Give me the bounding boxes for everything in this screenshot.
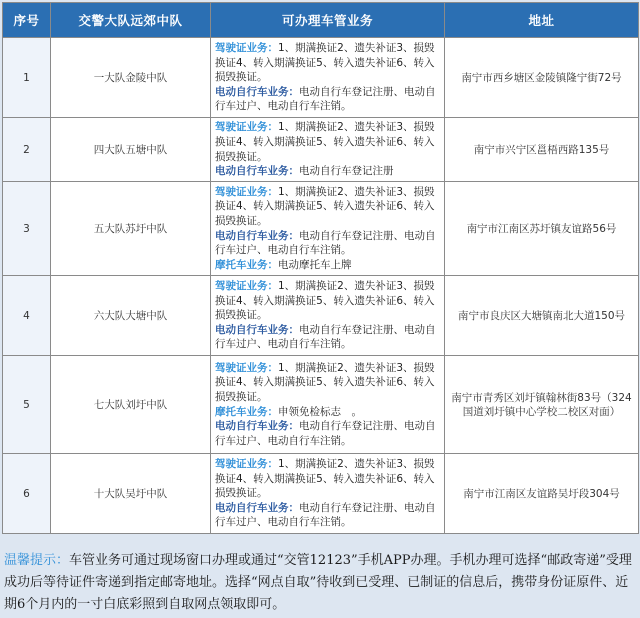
address: 南宁市青秀区刘圩镇翰林街83号（324国道刘圩镇中心学校二校区对面） <box>445 356 639 454</box>
service-entry <box>215 361 440 405</box>
service-text: 1、期满换证2、遗失补证3、损毁换证4、转入期满换证5、转入遗失补证6、转入损毁换证。 <box>215 280 435 322</box>
service-label: 驾驶证业务： <box>215 280 278 293</box>
services-cell <box>211 118 445 182</box>
table-row <box>3 182 639 276</box>
header-services: 可办理车管业务 <box>211 3 445 38</box>
squadron-name: 十大队吴圩中队 <box>51 454 211 534</box>
service-entry <box>215 419 440 448</box>
squadron-name: 七大队刘圩中队 <box>51 356 211 454</box>
service-label: 电动自行车业务： <box>215 323 299 336</box>
service-entry <box>215 41 440 85</box>
tip-text: 车管业务可通过现场窗口办理或通过“交管12123”手机APP办理。手机办理可选择“邮政寄递”受理成功后等待证件寄递到指定邮寄地址。选择“网点自取”待收到已受理、已制证的信息后，携带身份证原件、近期6个月内的一寸白底彩照到自取网点领取即可。 <box>4 553 632 612</box>
service-label: 电动自行车业务： <box>215 165 299 178</box>
squadron-name: 四大队五塘中队 <box>51 118 211 182</box>
service-entry <box>215 405 440 420</box>
tip-box <box>2 546 638 616</box>
service-label: 驾驶证业务： <box>215 121 278 134</box>
address: 南宁市江南区友谊路吴圩段304号 <box>445 454 639 534</box>
services-cell <box>211 454 445 534</box>
service-label: 摩托车业务： <box>215 405 278 418</box>
service-text: 电动自行车登记注册、电动自行车过户、电动自行车注销。 <box>215 501 436 529</box>
service-text: 1、期满换证2、遗失补证3、损毁换证4、转入期满换证5、转入遗失补证6、转入损毁换证。 <box>215 121 435 163</box>
table-row <box>3 454 639 534</box>
row-number: 1 <box>3 38 51 118</box>
row-number: 2 <box>3 118 51 182</box>
row-number: 3 <box>3 182 51 276</box>
service-text: 1、期满换证2、遗失补证3、损毁换证4、转入期满换证5、转入遗失补证6、转入损毁换证。 <box>215 42 435 84</box>
service-text: 电动摩托车上牌 <box>278 258 352 271</box>
service-label: 电动自行车业务： <box>215 229 299 242</box>
header-number: 序号 <box>3 3 51 38</box>
service-label: 驾驶证业务： <box>215 185 278 198</box>
service-entry <box>215 501 440 530</box>
header-address: 地址 <box>445 3 639 38</box>
services-cell <box>211 38 445 118</box>
table-header-row <box>3 3 639 38</box>
row-number: 6 <box>3 454 51 534</box>
service-label: 摩托车业务： <box>215 258 278 271</box>
service-text: 电动自行车登记注册、电动自行车过户、电动自行车注销。 <box>215 420 436 447</box>
service-entry <box>215 279 440 323</box>
services-cell <box>211 276 445 356</box>
service-label: 驾驶证业务： <box>215 42 278 55</box>
service-text: 电动自行车登记注册 <box>299 165 394 178</box>
service-entry <box>215 258 440 273</box>
row-number: 5 <box>3 356 51 454</box>
table-row <box>3 118 639 182</box>
squadron-name: 五大队苏圩中队 <box>51 182 211 276</box>
service-text: 电动自行车登记注册、电动自行车过户、电动自行车注销。 <box>215 229 436 257</box>
squadron-name: 一大队金陵中队 <box>51 38 211 118</box>
service-label: 驾驶证业务： <box>215 458 278 471</box>
service-text: 1、期满换证2、遗失补证3、损毁换证4、转入期满换证5、转入遗失补证6、转入损毁换证。 <box>215 458 435 500</box>
service-entry <box>215 457 440 501</box>
service-entry <box>215 185 440 229</box>
address: 南宁市兴宁区邕梧西路135号 <box>445 118 639 182</box>
service-text: 申领免检标志 。 <box>278 405 362 418</box>
service-text: 电动自行车登记注册、电动自行车过户、电动自行车注销。 <box>215 323 436 351</box>
service-table <box>2 2 639 534</box>
service-entry <box>215 85 440 114</box>
table-row <box>3 356 639 454</box>
service-entry <box>215 323 440 352</box>
service-entry <box>215 120 440 164</box>
service-label: 电动自行车业务： <box>215 501 299 514</box>
service-label: 驾驶证业务： <box>215 361 278 374</box>
address: 南宁市良庆区大塘镇南北大道150号 <box>445 276 639 356</box>
table-row <box>3 38 639 118</box>
service-label: 电动自行车业务： <box>215 85 299 98</box>
services-cell <box>211 182 445 276</box>
service-entry <box>215 164 440 179</box>
table-row <box>3 276 639 356</box>
header-squadron: 交警大队远郊中队 <box>51 3 211 38</box>
address: 南宁市江南区苏圩镇友谊路56号 <box>445 182 639 276</box>
service-text: 电动自行车登记注册、电动自行车过户、电动自行车注销。 <box>215 85 436 113</box>
row-number: 4 <box>3 276 51 356</box>
squadron-name: 六大队大塘中队 <box>51 276 211 356</box>
tip-label: 温馨提示： <box>4 553 70 568</box>
service-text: 1、期满换证2、遗失补证3、损毁换证4、转入期满换证5、转入遗失补证6、转入损毁换证。 <box>215 361 435 403</box>
services-cell <box>211 356 445 454</box>
service-entry <box>215 229 440 258</box>
address: 南宁市西乡塘区金陵镇隆宁街72号 <box>445 38 639 118</box>
service-label: 电动自行车业务： <box>215 420 299 433</box>
service-text: 1、期满换证2、遗失补证3、损毁换证4、转入期满换证5、转入遗失补证6、转入损毁换证。 <box>215 185 435 227</box>
